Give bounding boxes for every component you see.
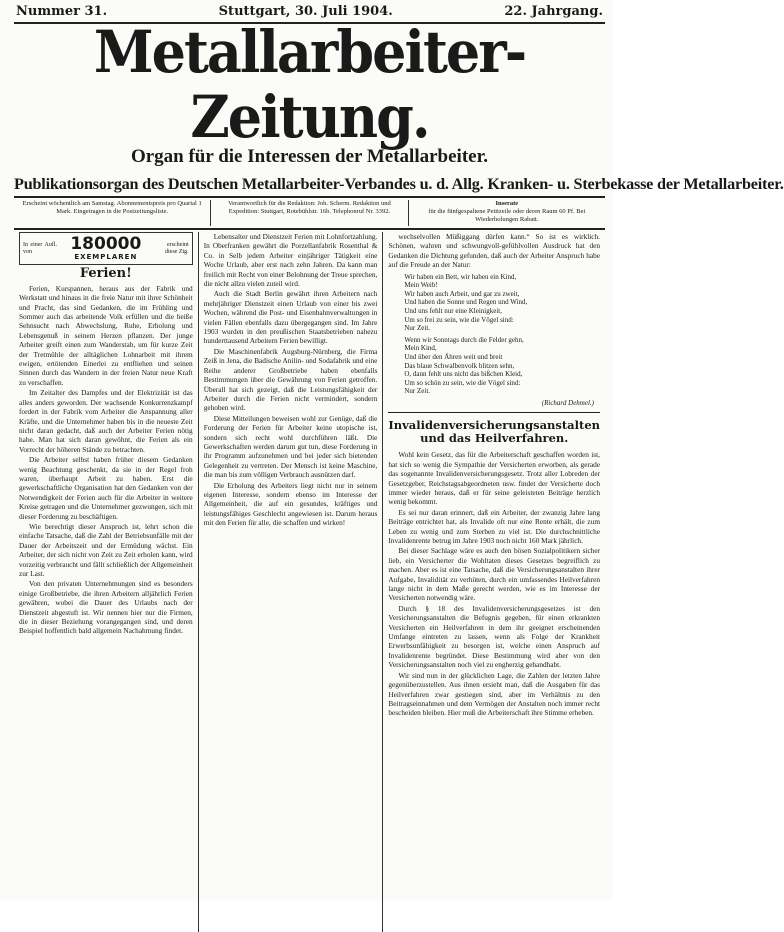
circulation-number: 180000	[70, 234, 142, 254]
poem	[388, 273, 600, 396]
column-3	[382, 232, 605, 932]
article-columns	[14, 232, 605, 932]
poem-line: O, dann fehlt uns nicht das bißchen Kleid,	[404, 370, 523, 379]
article-paragraph: Diese Mitteilungen beweisen wohl zur Genüge, daß die Forderung der Ferien für Arbeiter keine utopische ist, sondern sich recht wohl durchführen läßt. Die Gewerkschaften werden darum gut tun, diese Forderung in ihr Programm aufzunehmen und bei jeder sich bietenden Gelegenheit zu vertreten. Der Mensch ist keine Maschine, die man bis zum völligen Verbrauch ausnützen darf.	[203, 413, 378, 480]
article-paragraph: Die Maschinenfabrik Augsburg-Nürnberg, die Firma Zeiß in Jena, die Badische Anilin- und Sodafabrik und eine Reihe anderer Großbetriebe haben ebenfalls Bestimmungen über die Gewährung von Ferien getroffen. Überall hat sich gezeigt, daß die Leistungsfähigkeit der Arbeiter durch die Ferien nicht vermindert, sondern gehoben wird.	[203, 346, 378, 413]
article-paragraph: Die Erholung des Arbeiters liegt nicht nur in seinem eigenen Interesse, sondern ebenso im Interesse der Allgemeinheit, die auf ein gesundes, kräftiges und leistungsfähiges Geschlecht angewiesen ist. Darum heraus mit den Ferien für alle, die schaffen und wirken!	[203, 480, 378, 528]
poem-line: Mein Kind,	[404, 344, 437, 353]
poem-line: Um so frei zu sein, wie die Vögel sind:	[404, 315, 514, 324]
circulation-label: EXEMPLAREN	[74, 253, 138, 261]
article-paragraph: wechselvollen Müßiggang dürfen kann.“ So ist es wirklich. Schönen, wahren und schwungvoll-gefühlvollen Ausdruck hat den Gedanken die Dichtung gefunden, daß auch der Arbeiter Anspruch habe auf die Freude an der Natur:	[388, 232, 600, 270]
poem-line: Nur Zeit.	[404, 324, 431, 333]
article-paragraph: Es sei nur daran erinnert, daß ein Arbeiter, der zwanzig Jahre lang Beiträge entrichtet hat, als Invalide oft nur eine Rente erhält, die zum Leben zu wenig und zum Sterben zu viel ist. Die durchschnittliche Invalidenrente betrug im Jahre 1903 noch nicht 160 Mark jährlich.	[388, 507, 600, 545]
inserat-text: für die fünfgespaltene Petitzeile oder deren Raum 60 Pf. Bei Wiederholungen Rabatt.	[428, 208, 586, 223]
issue-number: Nummer 31.	[16, 4, 108, 19]
volume: 22. Jahrgang.	[504, 4, 603, 19]
circulation-stamp	[19, 232, 193, 265]
article-paragraph: Lebensalter und Dienstzeit Ferien mit Lohnfortzahlung. In Oberfranken gewährt die Porzellanfabrik Rosenthal & Co. in Selb jedem Arbeiter einjähriger Tätigkeit eine Woche Urlaub, aber erst nach zehn Jahren. Da kann man freilich mit Recht von einer Belohnung der Treue sprechen, die nicht allzu vielen zuteil wird.	[203, 232, 378, 289]
article-paragraph: Durch § 18 des Invalidenversicherungsgesetzes ist den Versicherungsanstalten die Befugnis gegeben, für einen erkrankten Versicherten ein Heilverfahren in dem ihr geeignet erscheinenden Umfange eintreten zu lassen, wenn als Folge der Krankheit Erwerbsunfähigkeit zu besorgen ist, welche einen Anspruch auf Invalidenrente begründet. Diese Bestimmung wird aber von den Versicherungsanstalten noch viel zu engherzig gehandhabt.	[388, 603, 600, 670]
stamp-number-block	[70, 235, 141, 262]
poem-signature: (Richard Dehmel.)	[541, 398, 594, 407]
advertising-info	[408, 200, 605, 226]
column-2	[198, 232, 383, 932]
article-paragraph: Ferien, Kurspannen, heraus aus der Fabrik und Werkstatt und hinaus in die freie Natur mit ihrer Schönheit und Pracht, das sind Gedanken, die im Frühling und Sommer auch das arbeitende Volk erfüllen und die heiße Sehnsucht nach Abwechslung, Ruhe, Erholung und Lebensgenuß in seinem Herzen pflanzen. Der junge Arbeiter greift einen zum Wanderstab, um für kurze Zeit der Tretmühle der alltäglichen Lohnarbeit mit ihrem ewigen, ertötenden Einerlei zu entfliehen und seinen Sinnen durch das Wandern in der freien Natur neue Kraft zu verschaffen.	[19, 283, 193, 387]
article-paragraph: Im Zeitalter des Dampfes und der Elektrizität ist das alles anders geworden. Der wachsende Konkurrenzkampf fordert in der Fabrik vom Arbeiter die Anspannung aller Kräfte, und die Unternehmer haben bis in die neueste Zeit nicht daran gedacht, daß auch der Arbeiter Ferien nötig habe. Man hat sich daran gewöhnt, die Ferien als ein Vorrecht der höheren Stände zu betrachten.	[19, 388, 193, 454]
article-title-invalidenversicherung: Invalidenversicherungsanstalten und das Heilverfahren.	[388, 418, 600, 446]
article-paragraph: Wie berechtigt dieser Anspruch ist, lehrt schon die einfache Tatsache, daß die Zahl der Betriebsunfälle mit der Dauer der Arbeitszeit und der Ermüdung wächst. Ein Arbeiter, der sich nicht von Zeit zu Zeit erholen kann, wird vorzeitig verbraucht und fällt schließlich der Allgemeinheit zur Last.	[19, 521, 193, 578]
masthead-subtitle: Organ für die Interessen der Metallarbeiter.	[130, 146, 489, 167]
stamp-right: erscheint diese Ztg.	[165, 241, 189, 255]
inserat-heading: Inserate	[495, 200, 519, 207]
poem-line: Mein Weib!	[404, 281, 438, 290]
info-line	[14, 198, 605, 228]
poem-line: Das blaue Schwalbenvolk blitzen sehn,	[404, 361, 515, 370]
article-title-ferien: Ferien!	[79, 266, 132, 282]
stamp-left: In einer Aufl. von	[23, 241, 57, 255]
publisher-line	[14, 172, 784, 196]
article-paragraph: Wohl kein Gesetz, das für die Arbeiterschaft geschaffen worden ist, hat sich so wenig die Sympathie der Versicherten erworben, als gerade das sogenannte Invalidenversicherungsgesetz. Trotz aller Lobreden der Gesetzgeber, Reichstagsabgeordneten usw. findet der Versicherte doch immer wieder heraus, daß er für seine geleisteten Beiträge herzlich wenig bekommt.	[388, 450, 600, 507]
article-paragraph: Von den privaten Unternehmungen sind es besonders einige Großbetriebe, die ihren Arbeitern alljährlich Ferien gewähren, wobei die Dauer des Urlaubs nach der Dienstzeit abgestuft ist. Wir nennen hier nur die Firmen, die in dieser Beziehung vorangegangen sind, und deren Beispiel hoffentlich bald allgemein Nachahmung findet.	[19, 579, 193, 636]
publisher-text: Publikationsorgan des Deutschen Metallarbeiter-Verbandes u. d. Allg. Kranken- u. Sterbekasse der Metallarbeiter.	[14, 174, 784, 193]
article-paragraph: Die Arbeiter selbst haben früher diesem Gedanken wenig Beachtung geschenkt, da sie in der Regel froh waren, überhaupt Arbeit zu haben. Erst die gewerkschaftliche Organisation hat den Gedanken von der Notwendigkeit der Ferien auch für die Arbeiter in weitere Kreise getragen und die Unternehmer gezwungen, sich mit dieser Forderung zu beschäftigen.	[19, 455, 193, 521]
article-paragraph: Wir sind nun in der glücklichen Lage, die Zahlen der letzten Jahre gegenüberzustellen. Aus ihnen ersieht man, daß die Ausgaben für das Heilverfahren zwar gestiegen sind, aber im Verhältnis zu den Beitragseinnahmen und dem Vermögen der Anstalten noch immer recht bescheiden bleiben. Hier muß die Arbeiterschaft ihre Stimme erheben.	[388, 670, 600, 718]
poem-line: Und uns fehlt nur eine Kleinigkeit,	[404, 307, 502, 315]
column-1	[14, 232, 198, 932]
dateline: Stuttgart, 30. Juli 1904.	[218, 4, 393, 19]
poem-line: Nur Zeit.	[404, 387, 431, 396]
poem-line: Und über den Ähren weit und breit	[404, 352, 503, 361]
poem-line: Wir haben ein Bett, wir haben ein Kind,	[404, 272, 517, 281]
poem-line: Um so schön zu sein, wie die Vögel sind:	[404, 378, 521, 387]
article-paragraph: Auch die Stadt Berlin gewährt ihren Arbeitern nach mehrjähriger Dienstzeit einen Urlaub von einer bis zwei Wochen, während die Post- und Eisenbahnverwaltungen in vielen Fällen ebenfalls dazu übergegangen sind. Im Jahre 1903 wurden in den preußischen Staatsbetrieben nahezu hunderttausend Arbeitern Ferien bewilligt.	[203, 289, 378, 346]
poem-line: Wenn wir Sonntags durch die Felder gehn,	[404, 335, 524, 344]
poem-line: Und haben die Sonne und Regen und Wind,	[404, 298, 528, 307]
masthead-title: Metallarbeiter-Zeitung.	[93, 17, 526, 151]
subscription-info: Erscheint wöchentlich am Samstag. Abonnementspreis pro Quartal 1 Mark. Eingetragen in die Postzeitungsliste.	[22, 200, 202, 215]
poem-line: Wir haben auch Arbeit, und gar zu zweit,	[404, 289, 520, 298]
article-paragraph: Bei dieser Sachlage wäre es auch den bösen Sozialpolitikern sicher lieb, ein Versicherter die Wohltaten dieses Gesetzes begreiflich zu machen. Aber es ist eine Tatsache, daß die Versicherungsanstalten ihrer Aufgabe, Invalidität zu verhüten, durch ein umfassendes Heilverfahren lange nicht in dem Maße gerecht werden, wie es im Interesse der Versicherten notwendig wäre.	[388, 546, 600, 603]
editorial-info: Verantwortlich für die Redaktion: Joh. Scherm. Redaktion und Expedition: Stuttgart, Rotebühlstr. 16b. Telephonruf Nr. 3392.	[210, 200, 407, 226]
